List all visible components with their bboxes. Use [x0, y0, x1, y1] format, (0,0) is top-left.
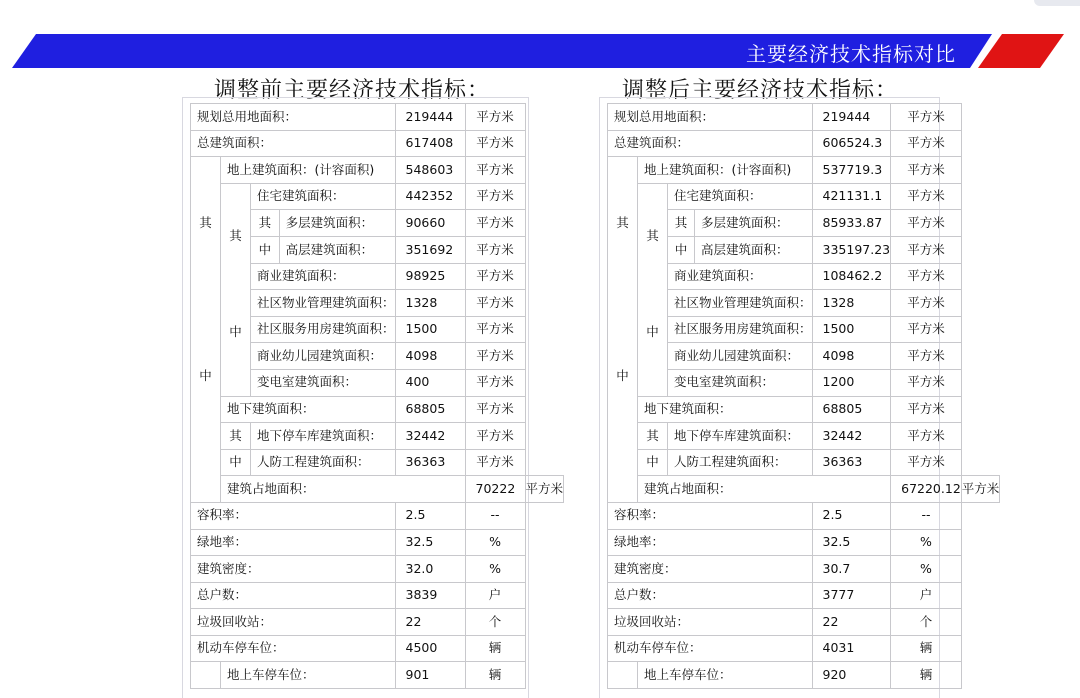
table-row: [191, 609, 564, 636]
table-row: [608, 476, 1000, 503]
row-unit: %: [465, 529, 525, 556]
row-unit: 平方米: [465, 210, 525, 237]
row-value: 4031: [812, 635, 891, 662]
row-unit: 平方米: [891, 369, 962, 396]
row-value: 68805: [395, 396, 465, 423]
row-label: 住宅建筑面积：: [251, 183, 396, 210]
row-label: 社区服务用房建筑面积：: [251, 316, 396, 343]
table-row: [191, 662, 564, 689]
table-row: [191, 449, 564, 476]
row-unit: 平方米: [891, 423, 962, 450]
row-value: 85933.87: [812, 210, 891, 237]
row-value: 70222: [465, 476, 525, 503]
group-label-among: [191, 157, 221, 503]
row-unit: 平方米: [465, 449, 525, 476]
row-unit: 平方米: [961, 476, 1000, 503]
row-unit: 平方米: [891, 290, 962, 317]
row-value: 1328: [812, 290, 891, 317]
row-value: 32442: [812, 423, 891, 450]
row-unit: 平方米: [891, 449, 962, 476]
table-row: [608, 662, 1000, 689]
row-value: 30.7: [812, 556, 891, 583]
row-value: 3839: [395, 582, 465, 609]
table-row: [191, 529, 564, 556]
row-value: 32.5: [395, 529, 465, 556]
row-label: 绿地率：: [608, 529, 813, 556]
row-label: 垃圾回收站：: [191, 609, 396, 636]
row-label: 变电室建筑面积：: [251, 369, 396, 396]
row-unit: --: [891, 502, 962, 529]
row-unit: 平方米: [465, 130, 525, 157]
group-label-zhong: 中: [221, 449, 251, 476]
row-value: 4098: [395, 343, 465, 370]
indent-cell: [191, 662, 221, 689]
row-unit: 平方米: [465, 423, 525, 450]
table-row: [608, 104, 1000, 131]
row-value: 90660: [395, 210, 465, 237]
row-unit: 辆: [891, 635, 962, 662]
row-label: 总户数：: [608, 582, 813, 609]
row-label: 建筑占地面积：: [638, 476, 891, 503]
row-unit: 户: [891, 582, 962, 609]
row-value: 606524.3: [812, 130, 891, 157]
row-value: 548603: [395, 157, 465, 184]
row-value: 98925: [395, 263, 465, 290]
row-label: 地上建筑面积：(计容面积): [638, 157, 813, 184]
before-panel-title: 调整前主要经济技术指标：: [214, 78, 491, 103]
row-label: 住宅建筑面积：: [668, 183, 813, 210]
group-label-zhong: 中: [646, 324, 659, 340]
row-unit: 平方米: [465, 236, 525, 263]
table-row: [191, 556, 564, 583]
row-label: 高层建筑面积：: [279, 236, 395, 263]
row-unit: 平方米: [891, 130, 962, 157]
row-unit: 平方米: [465, 104, 525, 131]
row-label: 社区物业管理建筑面积：: [668, 290, 813, 317]
table-row: [191, 130, 564, 157]
row-value: 901: [395, 662, 465, 689]
row-value: 3777: [812, 582, 891, 609]
row-value: 108462.2: [812, 263, 891, 290]
table-row: [191, 476, 564, 503]
row-value: 400: [395, 369, 465, 396]
row-value: 1328: [395, 290, 465, 317]
table-row: [608, 529, 1000, 556]
table-row: [191, 104, 564, 131]
row-label: 总户数：: [191, 582, 396, 609]
row-unit: 平方米: [465, 343, 525, 370]
banner-red-slash: [978, 34, 1064, 68]
row-unit: 平方米: [891, 183, 962, 210]
table-row: [191, 582, 564, 609]
row-unit: 平方米: [465, 369, 525, 396]
table-row: [608, 449, 1000, 476]
row-label: 商业幼儿园建筑面积：: [251, 343, 396, 370]
table-row: [191, 423, 564, 450]
row-unit: 平方米: [465, 316, 525, 343]
row-value: 4098: [812, 343, 891, 370]
table-row: [608, 423, 1000, 450]
corner-tab: [1034, 0, 1080, 6]
row-unit: 平方米: [525, 476, 564, 503]
row-value: 335197.23: [812, 236, 891, 263]
row-unit: %: [465, 556, 525, 583]
row-label: 地上车停车位：: [638, 662, 813, 689]
row-label: 容积率：: [608, 502, 813, 529]
row-unit: 平方米: [891, 343, 962, 370]
row-label: 垃圾回收站：: [608, 609, 813, 636]
row-label: 多层建筑面积：: [279, 210, 395, 237]
row-label: 地下停车库建筑面积：: [668, 423, 813, 450]
group-label-zhong: 中: [668, 236, 695, 263]
row-label: 规划总用地面积：: [191, 104, 396, 131]
row-label: 建筑密度：: [608, 556, 813, 583]
row-unit: 户: [465, 582, 525, 609]
row-label: 总建筑面积：: [608, 130, 813, 157]
row-value: 1200: [812, 369, 891, 396]
row-unit: 平方米: [891, 263, 962, 290]
table-row: [191, 183, 564, 210]
table-row: [191, 635, 564, 662]
table-row: [608, 635, 1000, 662]
table-row: [608, 157, 1000, 184]
row-label: 地下建筑面积：: [638, 396, 813, 423]
table-row: [191, 396, 564, 423]
group-label-zhong: 中: [638, 449, 668, 476]
row-unit: 平方米: [465, 290, 525, 317]
row-label: 商业建筑面积：: [251, 263, 396, 290]
row-value: 351692: [395, 236, 465, 263]
row-label: 人防工程建筑面积：: [668, 449, 813, 476]
row-value: 32442: [395, 423, 465, 450]
row-unit: 辆: [465, 635, 525, 662]
group-label-qi: 其: [646, 227, 659, 243]
table-row: [608, 183, 1000, 210]
row-unit: 个: [891, 609, 962, 636]
row-label: 地下建筑面积：: [221, 396, 396, 423]
row-label: 高层建筑面积：: [694, 236, 812, 263]
row-label: 建筑占地面积：: [221, 476, 466, 503]
row-label: 机动车停车位：: [191, 635, 396, 662]
group-label-among: [608, 157, 638, 503]
table-row: [608, 582, 1000, 609]
row-unit: --: [465, 502, 525, 529]
page-title: 主要经济技术指标对比: [746, 42, 956, 66]
row-unit: 平方米: [891, 396, 962, 423]
group-label-qi: 其: [251, 210, 280, 237]
row-value: 920: [812, 662, 891, 689]
row-value: 2.5: [812, 502, 891, 529]
row-value: 1500: [395, 316, 465, 343]
row-value: 617408: [395, 130, 465, 157]
group-label-zhong: 中: [616, 367, 629, 383]
before-indicators-table: [190, 103, 564, 689]
row-label: 建筑密度：: [191, 556, 396, 583]
group-label-qi: 其: [199, 215, 212, 231]
row-label: 变电室建筑面积：: [668, 369, 813, 396]
row-unit: 个: [465, 609, 525, 636]
row-value: 2.5: [395, 502, 465, 529]
table-row: [608, 502, 1000, 529]
row-unit: 辆: [891, 662, 962, 689]
group-label-zhong: 中: [251, 236, 280, 263]
row-label: 多层建筑面积：: [694, 210, 812, 237]
row-unit: %: [891, 529, 962, 556]
group-label-zhong: 中: [199, 367, 212, 383]
row-label: 人防工程建筑面积：: [251, 449, 396, 476]
indent-cell: [608, 662, 638, 689]
row-value: 219444: [812, 104, 891, 131]
table-row: [608, 396, 1000, 423]
row-label: 社区物业管理建筑面积：: [251, 290, 396, 317]
row-value: 1500: [812, 316, 891, 343]
row-label: 地上建筑面积：(计容面积): [221, 157, 396, 184]
row-value: 537719.3: [812, 157, 891, 184]
row-unit: 平方米: [465, 183, 525, 210]
row-label: 商业建筑面积：: [668, 263, 813, 290]
row-unit: 平方米: [465, 157, 525, 184]
row-unit: 平方米: [891, 104, 962, 131]
row-value: 36363: [812, 449, 891, 476]
row-label: 商业幼儿园建筑面积：: [668, 343, 813, 370]
row-value: 22: [395, 609, 465, 636]
group-label-qi: 其: [616, 215, 629, 231]
row-value: 67220.12: [891, 476, 962, 503]
group-label-qi: 其: [229, 227, 242, 243]
row-value: 219444: [395, 104, 465, 131]
after-indicators-table: [607, 103, 1000, 689]
row-value: 68805: [812, 396, 891, 423]
row-unit: %: [891, 556, 962, 583]
row-label: 地下停车库建筑面积：: [251, 423, 396, 450]
row-unit: 平方米: [891, 157, 962, 184]
row-value: 32.5: [812, 529, 891, 556]
row-label: 机动车停车位：: [608, 635, 813, 662]
row-label: 社区服务用房建筑面积：: [668, 316, 813, 343]
group-label-qi: 其: [221, 423, 251, 450]
row-label: 容积率：: [191, 502, 396, 529]
table-row: [608, 556, 1000, 583]
row-value: 36363: [395, 449, 465, 476]
group-label-among: [221, 183, 251, 396]
group-label-qi: 其: [668, 210, 695, 237]
group-label-among: [638, 183, 668, 396]
row-value: 4500: [395, 635, 465, 662]
after-panel-title: 调整后主要经济技术指标：: [622, 78, 899, 103]
row-unit: 平方米: [891, 210, 962, 237]
table-row: [191, 502, 564, 529]
row-unit: 辆: [465, 662, 525, 689]
group-label-qi: 其: [638, 423, 668, 450]
row-value: 22: [812, 609, 891, 636]
row-unit: 平方米: [891, 236, 962, 263]
row-label: 地上车停车位：: [221, 662, 396, 689]
row-value: 442352: [395, 183, 465, 210]
row-label: 绿地率：: [191, 529, 396, 556]
row-value: 32.0: [395, 556, 465, 583]
table-row: [608, 130, 1000, 157]
table-row: [191, 157, 564, 184]
row-label: 规划总用地面积：: [608, 104, 813, 131]
table-row: [608, 609, 1000, 636]
row-unit: 平方米: [891, 316, 962, 343]
row-value: 421131.1: [812, 183, 891, 210]
row-unit: 平方米: [465, 263, 525, 290]
group-label-zhong: 中: [229, 324, 242, 340]
row-label: 总建筑面积：: [191, 130, 396, 157]
row-unit: 平方米: [465, 396, 525, 423]
